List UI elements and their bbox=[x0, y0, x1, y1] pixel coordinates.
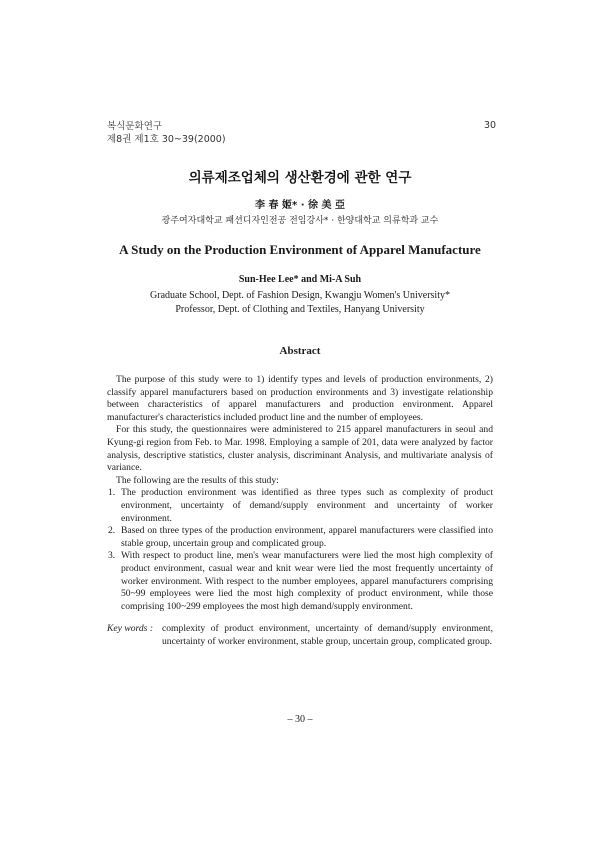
keywords-label: Key words bbox=[107, 623, 148, 634]
english-affiliation-2: Professor, Dept. of Clothing and Textiles, Hanyang University bbox=[175, 304, 425, 315]
english-title: A Study on the Production Environment of Apparel Manufacture bbox=[119, 242, 481, 257]
abstract-paragraph-2: For this study, the questionnaires were administered to 215 apparel manufacturers in seoul and Kyung-gi region from Feb. to Mar. 1998. Employing a sample of 201, data were analyzed by factor analysis, descriptive statistics, cluster analysis, discriminant Analysis, and multivariate analysis of variance. bbox=[107, 424, 493, 474]
abstract-paragraph-3: The following are the results of this study: bbox=[116, 474, 279, 486]
page-number-top: 30 bbox=[484, 120, 497, 131]
abstract-paragraph-1: The purpose of this study were to 1) identify types and levels of production environments, 2) classify apparel manufacturers based on production environments and 3) investigate relationship between characteristics of apparel manufacturers and production environment. Apparel manufacturer's characteristics included product line and the number of employees. bbox=[107, 374, 493, 423]
footer-page-number: – 30 – bbox=[287, 714, 313, 725]
results-list bbox=[107, 487, 493, 613]
journal-name: 복식문화연구 bbox=[107, 121, 163, 132]
english-authors: Sun-Hee Lee* and Mi-A Suh bbox=[238, 274, 362, 285]
abstract-heading: Abstract bbox=[279, 345, 321, 357]
abstract-body bbox=[107, 374, 493, 613]
korean-affiliation: 광주여자대학교 패션디자인전공 전임강사* · 한양대학교 의류학과 교수 bbox=[161, 216, 439, 226]
list-item: 1. The production environment was identified as three types such as complexity of product environment, uncertainty of demand/supply environment and uncertainty of worker environment. bbox=[108, 487, 493, 524]
list-item: 3. With respect to product line, men's wear manufacturers were lied the most high complexity of product environment, casual wear and knit wear were lied the most frequently uncertainty of worker environment. With respect to the number employees, apparel manufacturers comprising 50~99 employees were lied the most high complexity of product environment, while those comprising 100~299 employees the most high demand/supply environment. bbox=[108, 550, 493, 612]
keywords-text: complexity of product environment, uncertainty of demand/supply environment, uncertainty of worker environment, stable group, uncertain group, complicated group. bbox=[162, 623, 493, 647]
korean-authors: 李 春 姬* · 徐 美 亞 bbox=[255, 200, 345, 211]
english-affiliation-1: Graduate School, Dept. of Fashion Design, Kwangju Women's University* bbox=[150, 290, 450, 301]
journal-volume: 제8권 제1호 30~39(2000) bbox=[107, 134, 226, 145]
list-item: 2. Based on three types of the production environment, apparel manufacturers were classified into stable group, uncertain group and complicated group. bbox=[108, 525, 493, 549]
keywords-block: Key words : complexity of product environment, uncertainty of demand/supply environment, uncertainty of worker environment, stable group, uncertain group, complicated group. bbox=[107, 623, 493, 647]
korean-title: 의류제조업체의 생산환경에 관한 연구 bbox=[188, 170, 412, 186]
